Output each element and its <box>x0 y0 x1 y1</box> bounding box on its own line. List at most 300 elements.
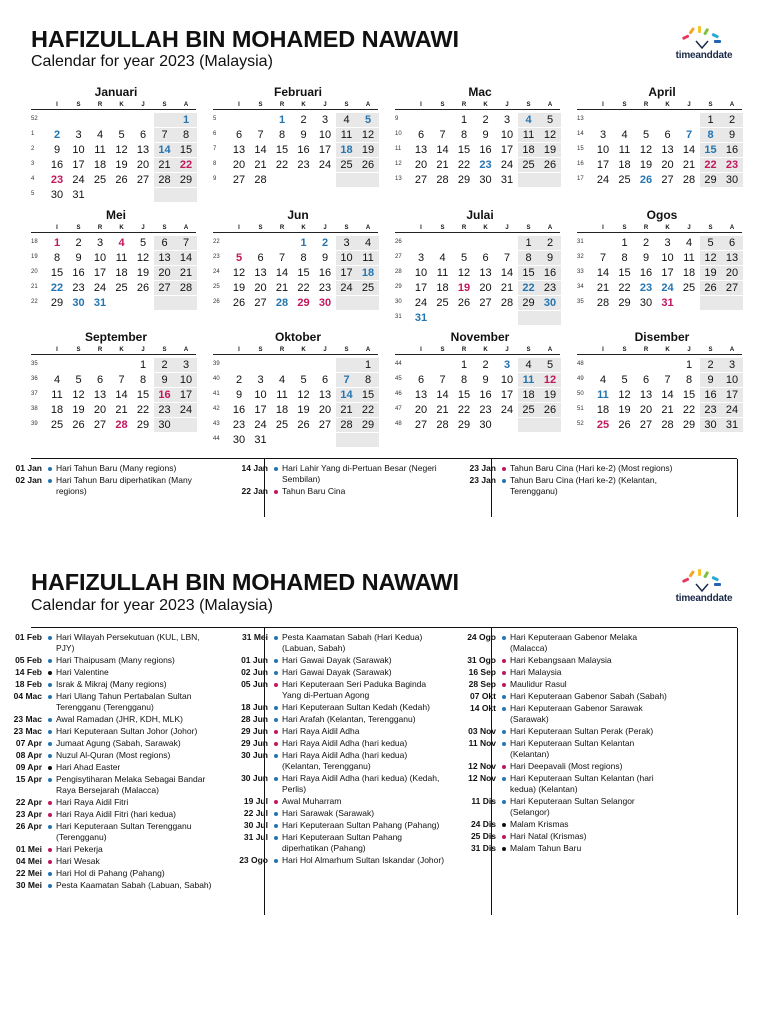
holiday-dot-icon <box>274 859 278 863</box>
holiday-dot-icon <box>48 742 52 746</box>
day-cell: 3 <box>336 236 358 250</box>
holiday-date: 14 Jan <box>241 463 268 473</box>
day-cell: 18 <box>596 404 610 416</box>
holiday-item <box>0 726 221 737</box>
day-cell: 26 <box>539 403 561 417</box>
day-cell: 28 <box>682 174 696 186</box>
day-cell: 7 <box>154 128 176 142</box>
day-cell: 18 <box>357 266 379 280</box>
day-cell: 31 <box>414 312 428 324</box>
top-holiday-rule <box>31 458 737 459</box>
day-cell: 10 <box>318 129 332 141</box>
weekday-header: S <box>258 102 263 108</box>
logo-icon <box>668 24 740 50</box>
page-title: HAFIZULLAH BIN MOHAMED NAWAWI <box>31 26 459 52</box>
day-cell <box>592 358 614 372</box>
day-cell: 21 <box>175 266 197 280</box>
holiday-item <box>222 750 447 772</box>
holiday-dot-icon <box>274 636 278 640</box>
day-cell: 18 <box>436 282 449 294</box>
day-cell: 31 <box>500 174 514 186</box>
weekday-header: A <box>547 225 553 231</box>
day-cell: 17 <box>72 159 85 171</box>
week-number: 5 <box>213 116 217 122</box>
day-cell <box>89 113 111 127</box>
weekday-header: S <box>622 347 627 353</box>
holiday-date: 23 Mac <box>13 726 42 736</box>
day-cell <box>132 188 154 202</box>
holiday-name: Hari Ulang Tahun Pertabalan Sultan Terengganu (Terengganu) <box>56 691 192 712</box>
day-cell: 12 <box>136 252 150 264</box>
day-cell: 26 <box>700 281 722 295</box>
week-number: 30 <box>395 299 402 305</box>
day-cell <box>539 418 561 432</box>
holiday-name: Malam Krismas <box>510 819 569 829</box>
day-cell: 13 <box>232 144 246 156</box>
holiday-date: 31 Ogo <box>467 655 496 665</box>
holiday-date: 01 Jan <box>15 463 42 473</box>
day-cell: 24 <box>661 282 674 294</box>
weekday-header: I <box>56 225 58 231</box>
holiday-dot-icon <box>48 848 52 852</box>
weekday-header: S <box>708 225 713 231</box>
day-cell <box>678 113 700 127</box>
day-cell <box>721 296 743 310</box>
day-cell: 10 <box>254 389 267 401</box>
day-cell: 24 <box>93 282 107 294</box>
holiday-date: 24 Dis <box>470 819 496 829</box>
holiday-item <box>450 667 675 678</box>
day-cell: 15 <box>275 144 289 156</box>
day-cell: 7 <box>257 129 264 141</box>
weekday-header: S <box>708 102 713 108</box>
day-cell: 16 <box>50 159 64 171</box>
week-number: 47 <box>395 406 402 412</box>
day-cell: 23 <box>639 282 653 294</box>
day-cell: 6 <box>482 252 489 264</box>
day-cell: 27 <box>414 174 428 186</box>
day-cell: 13 <box>136 144 150 156</box>
holiday-dot-icon <box>274 824 278 828</box>
holiday-item <box>450 819 675 830</box>
day-cell <box>336 173 358 187</box>
holiday-date: 31 Dis <box>470 843 496 853</box>
holiday-date: 18 Jun <box>241 702 268 712</box>
weekday-header: K <box>483 225 488 231</box>
day-cell <box>539 173 561 187</box>
column-divider <box>264 459 265 517</box>
day-cell: 30 <box>232 434 246 446</box>
day-cell: 12 <box>539 128 561 142</box>
day-cell <box>314 358 336 372</box>
day-cell: 17 <box>336 266 358 280</box>
day-cell: 29 <box>618 297 631 309</box>
day-cell <box>68 113 90 127</box>
day-cell: 30 <box>539 296 561 310</box>
holiday-item <box>450 679 675 690</box>
holiday-name: Maulidur Rasul <box>510 679 567 689</box>
weekday-header: S <box>162 225 167 231</box>
weekday-header: J <box>141 225 145 231</box>
day-cell <box>453 311 475 325</box>
holiday-date: 30 Jul <box>243 820 268 830</box>
weekday-header: R <box>461 225 467 231</box>
day-cell: 9 <box>482 129 489 141</box>
day-cell: 4 <box>439 252 446 264</box>
weekday-header: S <box>258 225 263 231</box>
day-cell: 2 <box>482 114 489 126</box>
day-cell <box>336 358 358 372</box>
day-cell: 5 <box>118 129 125 141</box>
day-cell: 28 <box>436 419 449 431</box>
week-number: 12 <box>395 161 402 167</box>
day-cell <box>46 358 68 372</box>
holiday-dot-icon <box>502 695 506 699</box>
day-cell <box>111 113 133 127</box>
day-cell: 24 <box>72 174 85 186</box>
holiday-dot-icon <box>48 872 52 876</box>
day-cell: 17 <box>596 159 610 171</box>
day-cell: 1 <box>278 114 286 126</box>
day-cell <box>228 236 250 250</box>
day-cell: 18 <box>518 143 540 157</box>
holiday-item <box>450 761 675 772</box>
day-cell: 23 <box>318 282 332 294</box>
day-cell: 7 <box>278 252 286 264</box>
day-cell: 29 <box>457 174 471 186</box>
day-cell <box>271 236 293 250</box>
day-cell: 13 <box>639 389 653 401</box>
day-cell: 30 <box>50 189 64 201</box>
day-cell <box>475 311 497 325</box>
day-cell <box>111 358 133 372</box>
day-cell: 2 <box>721 113 743 127</box>
holiday-item <box>0 880 221 891</box>
weekday-header: A <box>365 225 371 231</box>
day-cell: 6 <box>417 129 425 141</box>
holiday-name: Tahun Baru Cina (Hari ke-2) (Most regions) <box>510 463 673 473</box>
day-cell: 19 <box>618 404 631 416</box>
day-cell: 7 <box>439 374 446 386</box>
weekday-header: J <box>323 102 327 108</box>
day-cell: 18 <box>682 267 696 279</box>
week-number: 29 <box>395 284 402 290</box>
day-cell <box>432 113 454 127</box>
day-cell: 24 <box>336 281 358 295</box>
holiday-name: Hari Raya Aidil Fitri <box>56 797 129 807</box>
day-cell: 21 <box>596 282 610 294</box>
day-cell: 15 <box>457 389 471 401</box>
day-cell: 24 <box>596 174 610 186</box>
day-cell: 9 <box>300 129 307 141</box>
day-cell: 6 <box>257 252 264 264</box>
day-cell: 16 <box>479 144 492 156</box>
day-cell: 18 <box>275 404 289 416</box>
weekday-header: J <box>505 225 509 231</box>
day-cell <box>228 358 250 372</box>
day-cell: 22 <box>275 159 289 171</box>
holiday-name: Tahun Baru Cina <box>282 486 346 496</box>
day-cell: 19 <box>72 404 85 416</box>
day-cell: 4 <box>685 237 693 249</box>
day-cell: 7 <box>664 374 671 386</box>
weekday-header: I <box>420 225 422 231</box>
day-cell <box>228 113 250 127</box>
day-cell: 29 <box>297 297 310 309</box>
day-cell: 26 <box>115 174 128 186</box>
holiday-name: Hari Keputeraan Sultan Johor (Johor) <box>56 726 198 736</box>
holiday-date: 14 Feb <box>15 667 42 677</box>
day-cell: 1 <box>518 236 540 250</box>
day-cell: 30 <box>700 418 722 432</box>
holiday-name: Hari Keputeraan Sultan Kelantan (Kelantan) <box>510 738 635 759</box>
holiday-name: Awal Ramadan (JHR, KDH, MLK) <box>56 714 183 724</box>
weekday-header: R <box>97 102 103 108</box>
day-cell: 19 <box>639 159 653 171</box>
holiday-date: 09 Apr <box>15 762 42 772</box>
day-cell <box>357 173 379 187</box>
day-cell <box>250 113 272 127</box>
week-number: 2 <box>31 146 35 152</box>
holiday-name: Hari Raya Aidil Fitri (hari kedua) <box>56 809 176 819</box>
day-cell: 14 <box>275 267 289 279</box>
day-cell <box>614 358 636 372</box>
day-cell <box>89 358 111 372</box>
day-cell: 5 <box>460 252 468 264</box>
day-cell: 12 <box>457 267 471 279</box>
day-cell: 4 <box>336 113 358 127</box>
day-cell: 14 <box>436 144 449 156</box>
holiday-dot-icon <box>48 825 52 829</box>
week-number: 10 <box>395 131 402 137</box>
day-cell: 9 <box>321 252 329 264</box>
day-cell: 28 <box>436 174 449 186</box>
weekday-header: I <box>420 102 422 108</box>
weekday-header: K <box>665 347 670 353</box>
holiday-item <box>0 475 221 497</box>
week-number: 27 <box>395 254 402 260</box>
day-cell: 3 <box>721 358 743 372</box>
week-number: 39 <box>213 361 220 367</box>
holiday-date: 11 Dis <box>471 796 496 806</box>
day-cell: 21 <box>436 404 449 416</box>
day-cell: 12 <box>639 144 653 156</box>
day-cell <box>175 188 197 202</box>
day-cell <box>250 236 272 250</box>
week-number: 44 <box>213 436 220 442</box>
day-cell: 16 <box>539 266 561 280</box>
day-cell: 12 <box>357 128 379 142</box>
day-cell: 10 <box>72 144 85 156</box>
day-cell: 4 <box>96 129 104 141</box>
day-cell: 11 <box>518 373 540 387</box>
day-cell: 27 <box>136 174 150 186</box>
day-cell: 8 <box>300 252 307 264</box>
day-cell: 5 <box>621 374 628 386</box>
day-cell: 12 <box>618 389 631 401</box>
day-cell: 20 <box>721 266 743 280</box>
week-number: 35 <box>577 299 584 305</box>
holiday-dot-icon <box>502 671 506 675</box>
day-cell: 29 <box>518 296 540 310</box>
day-cell: 28 <box>154 173 176 187</box>
header-rule <box>577 109 742 110</box>
day-cell: 12 <box>232 267 246 279</box>
day-cell <box>293 173 315 187</box>
holiday-dot-icon <box>274 836 278 840</box>
day-cell: 11 <box>436 267 449 279</box>
day-cell: 14 <box>254 144 267 156</box>
day-cell: 25 <box>50 419 64 431</box>
holiday-date: 12 Nov <box>468 761 496 771</box>
weekday-header: S <box>526 225 531 231</box>
month-name: September <box>84 330 148 344</box>
day-cell <box>154 113 176 127</box>
day-cell: 16 <box>721 143 743 157</box>
header-rule <box>213 354 378 355</box>
day-cell: 3 <box>321 114 329 126</box>
day-cell: 1 <box>460 359 468 371</box>
header-rule <box>577 232 742 233</box>
day-cell <box>518 173 540 187</box>
weekday-header: J <box>323 347 327 353</box>
day-cell <box>432 236 454 250</box>
weekday-header: K <box>119 225 124 231</box>
day-cell: 14 <box>661 389 674 401</box>
day-cell: 29 <box>700 173 722 187</box>
weekday-header: J <box>687 102 691 108</box>
holiday-name: Hari Kebangsaan Malaysia <box>510 655 612 665</box>
week-number: 22 <box>31 299 38 305</box>
holiday-name: Hari Raya Aidil Adha <box>282 726 360 736</box>
holiday-name: Hari Raya Aidil Adha (hari kedua) <box>282 738 408 748</box>
day-cell: 13 <box>318 389 332 401</box>
week-number: 34 <box>577 284 584 290</box>
day-cell: 6 <box>154 236 176 250</box>
day-cell: 4 <box>53 374 61 386</box>
week-number: 19 <box>31 254 38 260</box>
day-cell <box>453 236 475 250</box>
holiday-date: 23 Ogo <box>239 855 268 865</box>
day-cell: 15 <box>457 144 471 156</box>
holiday-date: 29 Jun <box>241 726 268 736</box>
holiday-item <box>0 809 221 820</box>
holiday-dot-icon <box>502 467 506 471</box>
weekday-header: K <box>665 225 670 231</box>
day-cell <box>432 358 454 372</box>
week-number: 1 <box>31 131 35 137</box>
holiday-name: Hari Keputeraan Seri Paduka Baginda Yang di-Pertuan Agong <box>282 679 427 700</box>
day-cell <box>410 358 432 372</box>
holiday-dot-icon <box>48 636 52 640</box>
weekday-header: S <box>162 347 167 353</box>
week-number: 26 <box>395 239 402 245</box>
day-cell: 16 <box>479 389 492 401</box>
week-number: 23 <box>213 254 220 260</box>
weekday-header: J <box>323 225 327 231</box>
day-cell: 28 <box>275 297 289 309</box>
day-cell: 12 <box>700 251 722 265</box>
holiday-item <box>450 726 675 737</box>
day-cell: 13 <box>154 251 176 265</box>
day-cell: 25 <box>93 174 107 186</box>
holiday-name: Hari Thaipusam (Many regions) <box>56 655 175 665</box>
holiday-name: Hari Keputeraan Sultan Kelantan (hari kedua) (Kelantan) <box>510 773 654 794</box>
day-cell: 9 <box>235 389 243 401</box>
day-cell: 22 <box>700 158 722 172</box>
holiday-name: Hari Wesak <box>56 856 100 866</box>
day-cell: 27 <box>93 419 107 431</box>
holiday-item <box>222 632 447 654</box>
week-number: 50 <box>577 391 584 397</box>
day-cell: 11 <box>683 252 695 264</box>
day-cell: 17 <box>500 389 514 401</box>
day-cell: 21 <box>154 158 176 172</box>
day-cell: 8 <box>621 252 628 264</box>
week-number: 24 <box>213 269 220 275</box>
week-number: 22 <box>213 239 220 245</box>
day-cell: 1 <box>300 237 307 249</box>
day-cell: 7 <box>599 252 607 264</box>
day-cell: 6 <box>235 129 243 141</box>
day-cell <box>336 296 358 310</box>
holiday-date: 18 Feb <box>15 679 42 689</box>
day-cell: 15 <box>136 389 150 401</box>
weekday-header: J <box>141 347 145 353</box>
day-cell <box>496 311 518 325</box>
week-number: 6 <box>213 131 217 137</box>
holiday-item <box>450 655 675 666</box>
weekday-header: S <box>440 102 445 108</box>
day-cell: 6 <box>642 374 650 386</box>
week-number: 25 <box>213 284 220 290</box>
holiday-name: Hari Pekerja <box>56 844 103 854</box>
day-cell: 7 <box>336 373 358 387</box>
day-cell: 13 <box>721 251 743 265</box>
header-rule <box>31 354 196 355</box>
bottom-holiday-rule <box>31 627 737 628</box>
holiday-item <box>450 738 675 760</box>
day-cell: 21 <box>336 403 358 417</box>
day-cell: 5 <box>700 236 722 250</box>
day-cell: 28 <box>500 297 514 309</box>
day-cell: 31 <box>721 418 743 432</box>
day-cell: 4 <box>357 236 379 250</box>
holiday-item <box>222 796 447 807</box>
week-number: 13 <box>577 116 584 122</box>
holiday-dot-icon <box>502 800 506 804</box>
weekday-header: A <box>365 347 371 353</box>
day-cell: 14 <box>682 144 696 156</box>
holiday-date: 23 Mac <box>13 714 42 724</box>
day-cell: 21 <box>254 159 267 171</box>
day-cell: 23 <box>50 174 64 186</box>
day-cell: 18 <box>618 159 631 171</box>
holiday-name: Hari Keputeraan Gabenor Sarawak (Sarawak) <box>510 703 643 724</box>
holiday-date: 01 Feb <box>15 632 42 642</box>
day-cell: 19 <box>232 282 246 294</box>
holiday-dot-icon <box>502 742 506 746</box>
day-cell: 30 <box>318 297 332 309</box>
day-cell: 1 <box>357 358 379 372</box>
day-cell: 30 <box>639 297 653 309</box>
holiday-date: 04 Mac <box>13 691 42 701</box>
day-cell <box>700 296 722 310</box>
holiday-dot-icon <box>502 479 506 483</box>
day-cell: 4 <box>621 129 628 141</box>
day-cell: 8 <box>139 374 147 386</box>
weekday-header: I <box>420 347 422 353</box>
